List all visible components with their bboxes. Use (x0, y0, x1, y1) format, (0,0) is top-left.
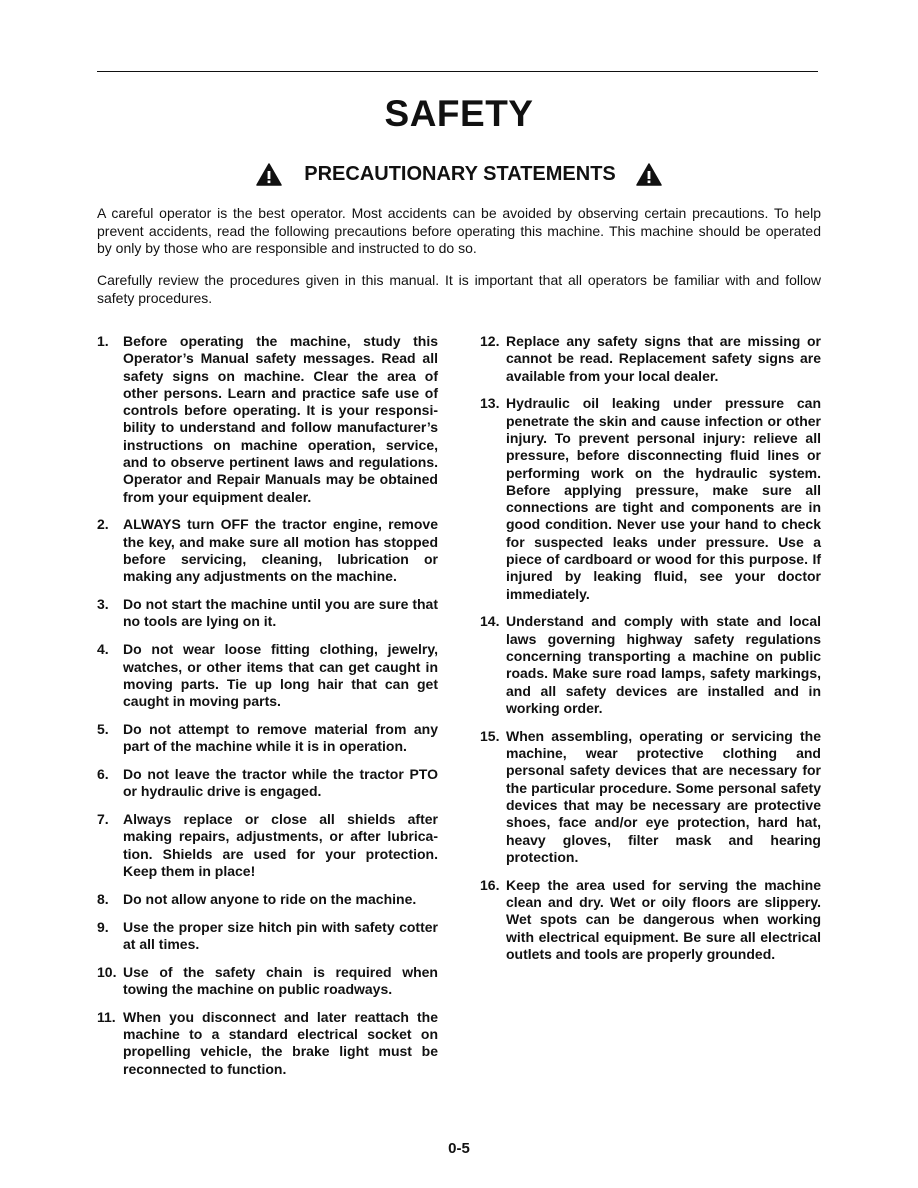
item-number: 1. (97, 333, 109, 349)
list-item (480, 728, 821, 866)
item-number: 16. (480, 876, 500, 893)
list-item (97, 811, 438, 880)
intro-paragraph: Carefully review the procedures given in this manual. It is important that all operators be familiar with and follow safety procedures. (97, 272, 821, 306)
list-item (480, 877, 821, 963)
item-text: Hydraulic oil leaking under pressure can penetrate the skin and cause infection or other injury. To prevent personal injury: relieve all pressure, before disconnecting fluid lines or performing work on the hydraulic system. Before applying pressure, make sure all connections are tight and components are in good condition. Never use your hand to check for suspected leaks under pressure. Use a piece of cardboard or wood for this purpose. If injured by leaking fluid, see your doctor immediately. (506, 395, 821, 602)
header-rule (97, 71, 818, 72)
intro-paragraph: A careful operator is the best operator. Most accidents can be avoided by observing certain precautions. To help prevent accidents, read the following precautions before operating this machine. This machine should be operated by only by those who are responsible and instructed to do so. (97, 205, 821, 256)
item-number: 7. (97, 811, 109, 828)
item-number: 9. (97, 918, 109, 935)
item-number: 10. (97, 963, 117, 980)
item-number: 11. (97, 1008, 116, 1025)
list-item (97, 919, 438, 954)
item-text: ALWAYS turn OFF the tractor engine, remove the key, and make sure all motion has stopped before servicing, cleaning, lubrication or making any adjustments on the machine. (123, 516, 438, 585)
list-item (97, 891, 438, 908)
item-text: Understand and comply with state and local laws governing highway safety regulations concerning transporting a machine on public roads. Make sure road lamps, safety markings, and all safety devices are installed and in working order. (506, 613, 821, 716)
section-heading-text: PRECAUTIONARY STATEMENTS (304, 163, 616, 185)
list-item (480, 333, 821, 385)
item-text: Do not allow anyone to ride on the machine. (123, 890, 417, 907)
precautions-list-left (97, 333, 438, 1088)
item-number: 13. (480, 395, 500, 412)
warning-triangle-icon (636, 163, 662, 186)
item-text: When you disconnect and later reattach the machine to a standard electrical socket on propelling vehicle, the brake light must be reconnected to function. (123, 1008, 438, 1077)
list-item (480, 613, 821, 717)
page-number: 0-5 (448, 1140, 470, 1157)
item-text: Replace any safety signs that are missing or cannot be read. Replacement safety signs are available from your local dealer. (506, 333, 821, 384)
item-number: 8. (97, 890, 109, 907)
list-item (97, 516, 438, 585)
item-text: Use the proper size hitch pin with safety cotter at all times. (123, 918, 438, 952)
item-text: When assembling, operating or servicing the machine, wear protective clothing and personal safety devices that are necessary for the particular procedure. Some personal safety devices that may be necessary are protective shoes, face and/or eye protection, hard hat, heavy gloves, filter mask and hearing protection. (506, 727, 821, 865)
item-number: 15. (480, 727, 500, 744)
item-text: Do not wear loose fitting clothing, jewelry, watches, or other items that can get caught in moving parts. Tie up long hair that can get caught in moving parts. (123, 641, 438, 710)
item-text: Before operating the machine, study this Operator’s Manual safety messages. Read all safety signs on machine. Clear the area of other persons. Learn and practice safe use of controls before operating. It is your responsibility to understand and follow manufacturer’s instructions on machine operation, service, and to observe pertinent laws and regulations. Operator and Repair Manuals may be obtained from your equipment dealer. (123, 333, 438, 505)
item-text: Use of the safety chain is required when towing the machine on public roadways. (123, 963, 438, 997)
item-number: 3. (97, 596, 109, 613)
item-text: Do not leave the tractor while the tractor PTO or hydraulic drive is engaged. (123, 766, 438, 800)
warning-triangle-icon (256, 163, 282, 186)
item-number: 6. (97, 766, 109, 783)
list-item (97, 1009, 438, 1078)
item-text: Always replace or close all shields after making repairs, adjustments, or after lubrication. Shields are used for your protection. Keep them in place! (123, 811, 438, 880)
list-item (97, 333, 438, 506)
item-number: 12. (480, 333, 500, 349)
item-text: Do not attempt to remove material from any part of the machine while it is in operation. (123, 720, 438, 755)
precautions-list-right (480, 333, 821, 974)
item-number: 4. (97, 641, 109, 658)
item-number: 14. (480, 613, 500, 630)
item-number: 5. (97, 720, 109, 737)
list-item (97, 766, 438, 801)
page-title: SAFETY (384, 93, 534, 134)
list-item (97, 641, 438, 710)
item-number: 2. (97, 516, 109, 533)
list-item (97, 964, 438, 999)
list-item (97, 596, 438, 631)
item-text: Keep the area used for serving the machine clean and dry. Wet or oily floors are slippery. Wet spots can be dangerous when working with electrical equipment. Be sure all electrical outlets and tools are properly grounded. (506, 876, 821, 962)
list-item (97, 721, 438, 756)
item-text: Do not start the machine until you are sure that no tools are lying on it. (123, 596, 438, 630)
list-item (480, 395, 821, 603)
section-heading (0, 163, 918, 186)
